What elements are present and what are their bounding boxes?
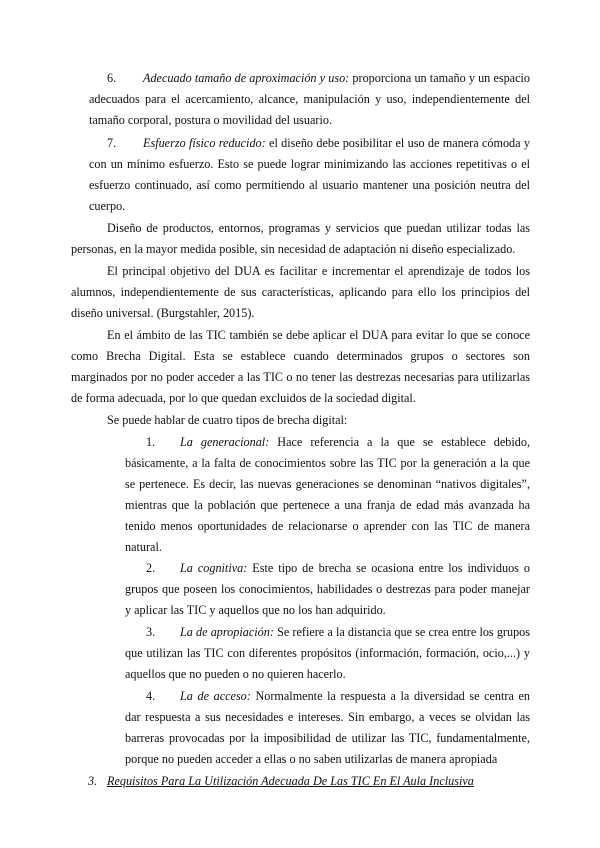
- list-number: 3.: [146, 625, 156, 639]
- list-item-line: porque no pueden acceder a ellas o no saben utilizarlas de manera apropiada: [125, 752, 498, 766]
- list-item-first-line: [180, 622, 530, 642]
- paragraph-line: de forma adecuada, por lo que quedan excluidos de la sociedad digital.: [71, 391, 416, 405]
- section-heading-number: 3.: [88, 774, 98, 788]
- list-number: 1.: [146, 435, 156, 449]
- list-item-line: grupos que poseen los conocimientos, habilidades o destrezas para poder manejar: [125, 582, 530, 596]
- list-item-line: y aplicar las TIC y aquellos que no los han adquirido.: [125, 603, 386, 617]
- paragraph-line: diseño universal. (Burgstahler, 2015).: [71, 306, 255, 320]
- list-item-text: proporciona un tamaño y un espacio: [349, 71, 530, 85]
- list-item-line: básicamente, a la falta de conocimientos sobre las TIC por la generación a la que: [125, 456, 530, 470]
- list-item-title: La de acceso:: [180, 689, 251, 703]
- list-item-text: Normalmente la respuesta a la diversidad se centra en: [250, 689, 530, 703]
- list-item-line: con un mínimo esfuerzo. Esto se puede lograr minimizando las acciones repetitivas o el: [89, 157, 530, 171]
- paragraph-line: Se puede hablar de cuatro tipos de brecha digital:: [107, 413, 348, 427]
- list-item-title: Adecuado tamaño de aproximación y uso:: [143, 71, 350, 85]
- list-number: 6.: [107, 71, 117, 85]
- list-item-line: aquellos que no pueden o no quieren hacerlo.: [125, 667, 346, 681]
- list-item-line: tenido menos oportunidades de relacionarse o aprender con las TIC de manera: [125, 519, 530, 533]
- list-item-line: cuerpo.: [89, 199, 126, 213]
- list-item-line: mientras que la población que pertenece a una franja de edad más avanzada ha: [125, 498, 530, 512]
- list-item-line: dar respuesta a sus necesidades e intereses. Sin embargo, a veces se olvidan las: [125, 710, 530, 724]
- list-item-line: natural.: [125, 540, 162, 554]
- list-item-first-line: [180, 432, 530, 452]
- list-item-text: el diseño debe posibilitar el uso de manera cómoda y: [265, 136, 530, 150]
- list-item-line: tamaño corporal, postura o movilidad del usuario.: [89, 113, 333, 127]
- list-item-line: adecuados para el acercamiento, alcance, manipulación y uso, independientemente del: [89, 92, 530, 106]
- list-item-first-line: [180, 686, 530, 706]
- list-item-text: Este tipo de brecha se ocasiona entre los individuos o: [247, 561, 530, 575]
- list-item-title: La cognitiva:: [180, 561, 248, 575]
- list-item-line: esfuerzo continuado, así como permitiendo al usuario mantener una posición neutra del: [89, 178, 530, 192]
- list-number: 2.: [146, 561, 156, 575]
- list-item-first-line: [180, 558, 530, 578]
- paragraph-line: El principal objetivo del DUA es facilitar e incrementar el aprendizaje de todos los: [107, 264, 530, 278]
- paragraph-line: Diseño de productos, entornos, programas y servicios que puedan utilizar todas las: [107, 221, 530, 235]
- list-item-first-line: [143, 133, 530, 153]
- list-item-title: Esfuerzo físico reducido:: [143, 136, 266, 150]
- paragraph-line: personas, en la mayor medida posible, sin necesidad de adaptación ni diseño especializado.: [71, 242, 516, 256]
- list-item-line: barreras provocadas por la imposibilidad de utilizar las TIC, fundamentalmente,: [125, 731, 530, 745]
- list-item-title: La generacional:: [180, 435, 270, 449]
- paragraph-line: como Brecha Digital. Esta se establece cuando determinados grupos o sectores son: [71, 349, 530, 363]
- list-item-first-line: [143, 68, 530, 88]
- list-item-line: se pertenece. Es decir, las nuevas generaciones se denominan “nativos digitales”,: [125, 477, 530, 491]
- section-heading: [107, 771, 474, 791]
- section-heading-title: Requisitos Para La Utilización Adecuada De Las TIC En El Aula Inclusiva: [107, 774, 474, 788]
- paragraph-line: alumnos, independientemente de sus características, aplicando para ello los principios del: [71, 285, 530, 299]
- list-item-title: La de apropiación:: [180, 625, 274, 639]
- list-item-text: Se refiere a la distancia que se crea entre los grupos: [273, 625, 531, 639]
- list-item-text: Hace referencia a la que se establece debido,: [269, 435, 530, 449]
- paragraph-line: marginados por no poder acceder a las TIC o no tener las destrezas necesarias para utilizarlas: [71, 370, 530, 384]
- paragraph-line: En el ámbito de las TIC también se debe aplicar el DUA para evitar lo que se conoce: [107, 328, 530, 342]
- list-item-line: que utilizan las TIC con diferentes propósitos (información, formación, ocio,...) y: [125, 646, 530, 660]
- list-number: 4.: [146, 689, 156, 703]
- list-number: 7.: [107, 136, 117, 150]
